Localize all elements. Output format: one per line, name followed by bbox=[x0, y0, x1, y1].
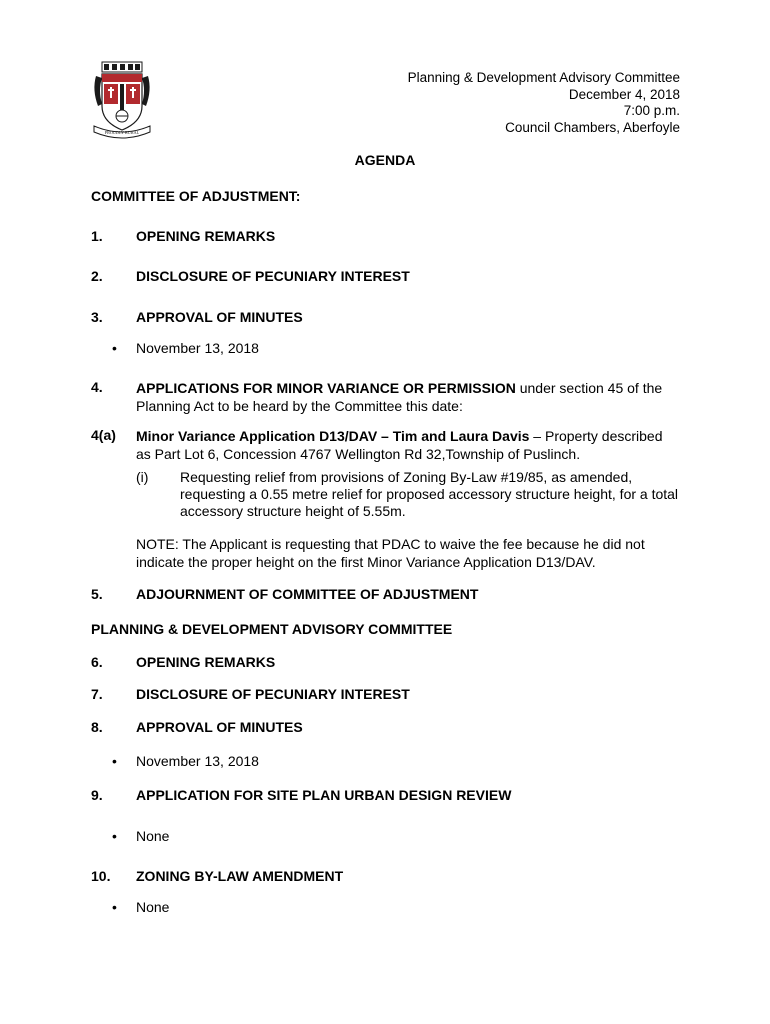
item-number: 8. bbox=[91, 719, 103, 735]
sub-item-number: (i) bbox=[136, 469, 149, 485]
item-text-application-d13-dav bbox=[136, 427, 676, 463]
bullet-icon: • bbox=[112, 753, 117, 769]
agenda-title: AGENDA bbox=[354, 152, 416, 168]
item-number: 4(a) bbox=[91, 427, 116, 443]
item-description: under section 45 of the Planning Act to be heard by the Committee this date: bbox=[136, 380, 663, 414]
committee-name: Planning & Development Advisory Committee bbox=[407, 70, 680, 85]
item-label-zoning-amendment: ZONING BY-LAW AMENDMENT bbox=[136, 868, 344, 884]
item-number: 2. bbox=[91, 268, 103, 284]
item-label-pecuniary-interest: DISCLOSURE OF PECUNIARY INTEREST bbox=[136, 268, 410, 284]
item-label-pecuniary-interest: DISCLOSURE OF PECUNIARY INTEREST bbox=[136, 686, 410, 702]
section-heading-pdac: PLANNING & DEVELOPMENT ADVISORY COMMITTEE bbox=[91, 621, 453, 637]
item-number: 7. bbox=[91, 686, 103, 702]
bullet-icon: • bbox=[112, 340, 117, 356]
item-label-application-d13-dav: Minor Variance Application D13/DAV – Tim and Laura Davis bbox=[136, 428, 530, 444]
meeting-header bbox=[408, 70, 680, 136]
item-label-approval-of-minutes: APPROVAL OF MINUTES bbox=[136, 719, 303, 735]
applicant-note: NOTE: The Applicant is requesting that PDAC to waive the fee because he did not indicate the proper height on the first Minor Variance Application D13/DAV. bbox=[136, 536, 645, 570]
item-label-approval-of-minutes: APPROVAL OF MINUTES bbox=[136, 309, 303, 325]
property-description: – Property described as Part Lot 6, Concession 4767 Wellington Rd 32,Township of Puslinch. bbox=[136, 428, 663, 462]
bullet-icon: • bbox=[112, 899, 117, 915]
item-number: 9. bbox=[91, 787, 103, 803]
meeting-date: December 4, 2018 bbox=[568, 86, 680, 102]
item-number: 1. bbox=[91, 228, 103, 244]
item-number: 6. bbox=[91, 654, 103, 670]
meeting-location: Council Chambers, Aberfoyle bbox=[505, 119, 680, 135]
item-label-applications: APPLICATIONS FOR MINOR VARIANCE OR PERMISSION bbox=[136, 380, 516, 396]
item-number: 4. bbox=[91, 379, 103, 395]
item-label-opening-remarks: OPENING REMARKS bbox=[136, 228, 276, 244]
item-number: 3. bbox=[91, 309, 103, 325]
minutes-date: November 13, 2018 bbox=[136, 753, 259, 769]
item-label-adjournment: ADJOURNMENT OF COMMITTEE OF ADJUSTMENT bbox=[136, 586, 479, 602]
minutes-date: November 13, 2018 bbox=[136, 340, 259, 356]
item-label-opening-remarks: OPENING REMARKS bbox=[136, 654, 276, 670]
zoning-value: None bbox=[136, 899, 170, 915]
meeting-time: 7:00 p.m. bbox=[623, 103, 680, 118]
bullet-icon: • bbox=[112, 828, 117, 844]
item-text-minor-variance-applications bbox=[136, 379, 676, 415]
item-label-site-plan-review: APPLICATION FOR SITE PLAN URBAN DESIGN REVIEW bbox=[136, 787, 512, 803]
item-number: 10. bbox=[91, 868, 111, 884]
relief-request-text: Requesting relief from provisions of Zoning By-Law #19/85, as amended, requesting a 0.55 metre relief for proposed accessory structure height, for a total accessory structure height of 5.55m. bbox=[180, 469, 679, 519]
township-crest-logo bbox=[92, 60, 152, 140]
item-number: 5. bbox=[91, 586, 103, 602]
svg-text:PROUDLY RURAL: PROUDLY RURAL bbox=[104, 130, 140, 135]
site-plan-value: None bbox=[136, 828, 170, 844]
section-heading-committee-of-adjustment: COMMITTEE OF ADJUSTMENT: bbox=[91, 188, 301, 204]
